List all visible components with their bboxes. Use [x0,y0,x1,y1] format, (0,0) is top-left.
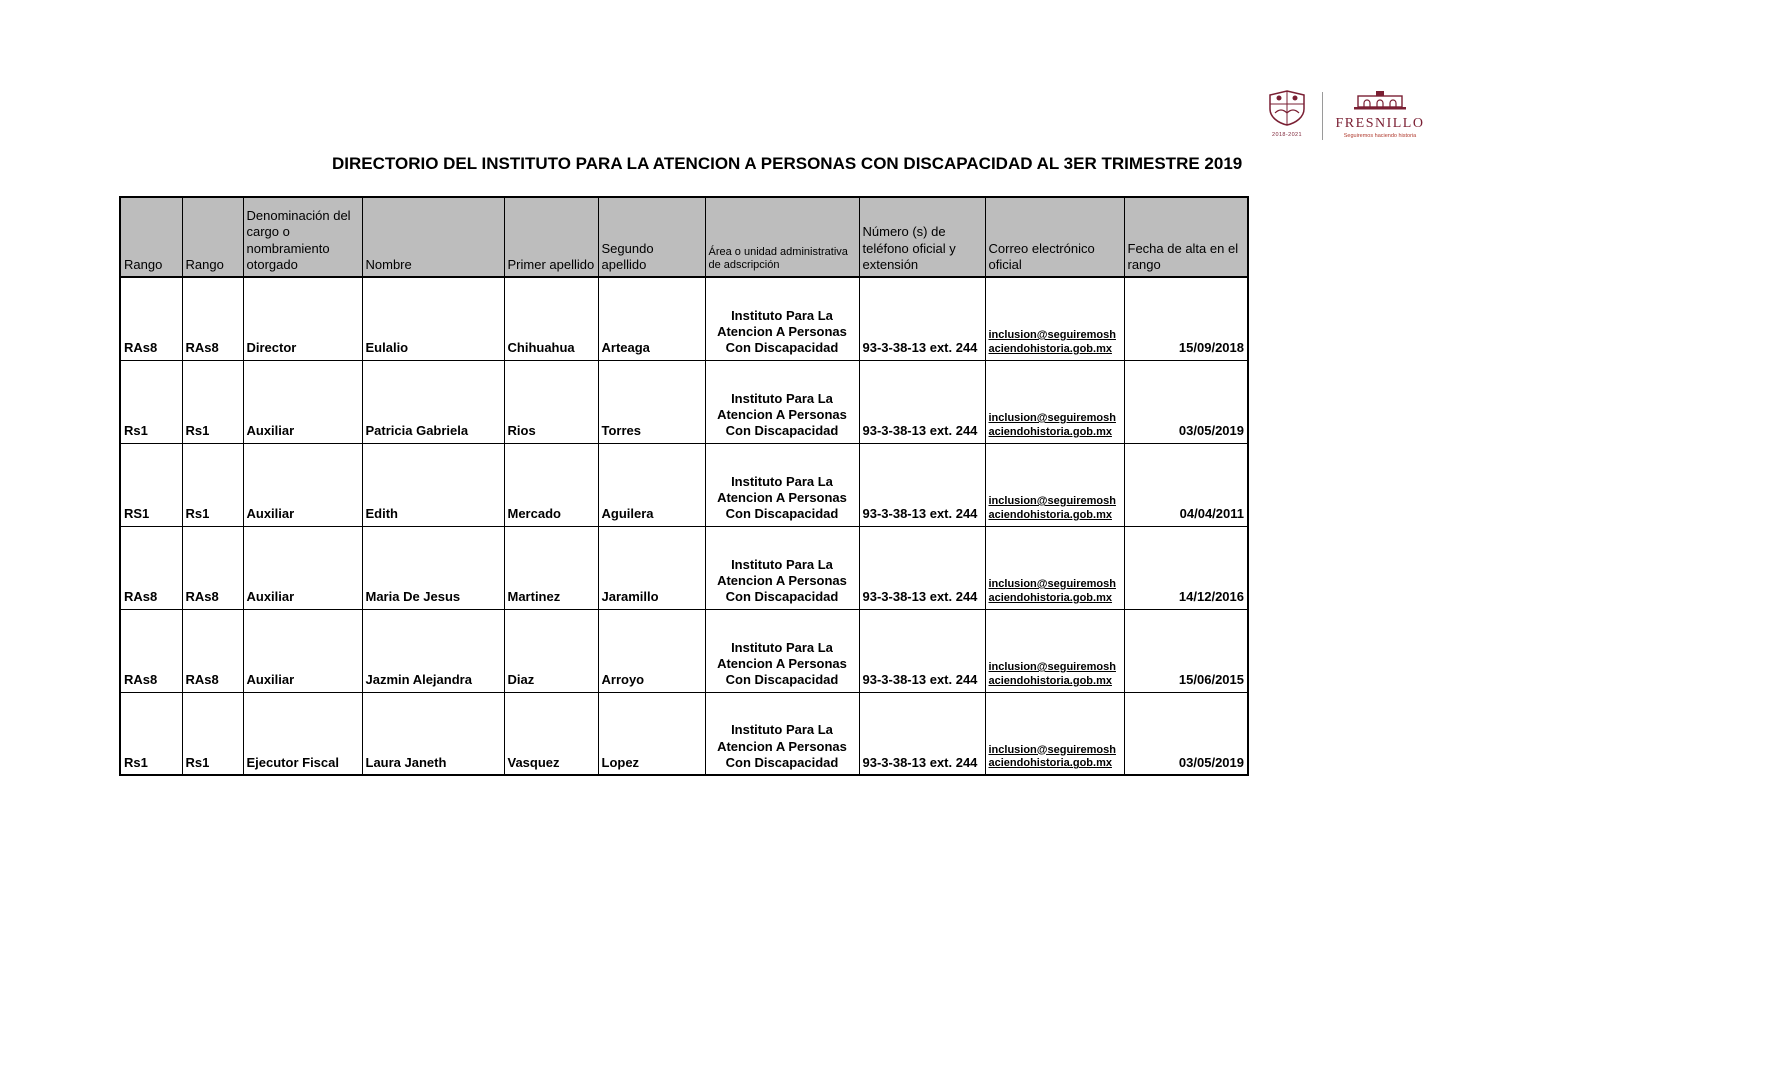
cell-primer-apellido: Mercado [504,443,598,526]
cell-area: Instituto Para La Atencion A Personas Con Discapacidad [705,526,859,609]
cell-rango-2: Rs1 [182,443,243,526]
cell-segundo-apellido: Arroyo [598,609,705,692]
cell-primer-apellido: Rios [504,360,598,443]
table-row [120,443,1248,526]
cell-area: Instituto Para La Atencion A Personas Con Discapacidad [705,277,859,360]
cell-nombre: Jazmin Alejandra [362,609,504,692]
cell-rango-1: Rs1 [120,360,182,443]
header-rango-1: Rango [120,197,182,277]
table-row [120,609,1248,692]
cell-cargo: Auxiliar [243,443,362,526]
cell-telefono: 93-3-38-13 ext. 244 [859,443,985,526]
logo-divider [1322,92,1323,140]
table-row [120,277,1248,360]
cell-fecha: 15/09/2018 [1124,277,1248,360]
cell-telefono: 93-3-38-13 ext. 244 [859,360,985,443]
cell-nombre: Eulalio [362,277,504,360]
header-rango-2: Rango [182,197,243,277]
logo-group [1264,90,1425,140]
cell-rango-1: RAs8 [120,277,182,360]
cell-telefono: 93-3-38-13 ext. 244 [859,609,985,692]
cell-telefono: 93-3-38-13 ext. 244 [859,692,985,775]
directory-table-container [119,196,1249,776]
cell-rango-1: RAs8 [120,609,182,692]
cell-primer-apellido: Martinez [504,526,598,609]
email-link[interactable]: inclusion@seguiremoshaciendohistoria.gob.mx [985,526,1124,609]
building-icon [1352,90,1408,110]
cell-nombre: Patricia Gabriela [362,360,504,443]
fresnillo-logo [1335,90,1425,139]
header-telefono: Número (s) de teléfono oficial y extensión [859,197,985,277]
directory-table [119,196,1249,776]
cell-fecha: 03/05/2019 [1124,360,1248,443]
cell-cargo: Auxiliar [243,609,362,692]
fresnillo-wordmark: FRESNILLO [1335,116,1425,131]
cell-cargo: Auxiliar [243,526,362,609]
municipal-crest-logo [1264,90,1310,138]
table-row [120,526,1248,609]
header-row [120,197,1248,277]
header-segundo-apellido: Segundo apellido [598,197,705,277]
cell-cargo: Ejecutor Fiscal [243,692,362,775]
cell-segundo-apellido: Lopez [598,692,705,775]
crest-shield-icon [1267,90,1307,126]
cell-telefono: 93-3-38-13 ext. 244 [859,526,985,609]
header-cargo: Denominación del cargo o nombramiento otorgado [243,197,362,277]
cell-primer-apellido: Diaz [504,609,598,692]
cell-segundo-apellido: Aguilera [598,443,705,526]
cell-nombre: Edith [362,443,504,526]
cell-rango-2: Rs1 [182,360,243,443]
table-row [120,692,1248,775]
cell-area: Instituto Para La Atencion A Personas Con Discapacidad [705,692,859,775]
cell-cargo: Director [243,277,362,360]
header-nombre: Nombre [362,197,504,277]
cell-segundo-apellido: Jaramillo [598,526,705,609]
header-area: Área o unidad administrativa de adscripción [705,197,859,277]
cell-rango-1: Rs1 [120,692,182,775]
header-primer-apellido: Primer apellido [504,197,598,277]
cell-rango-1: RS1 [120,443,182,526]
cell-fecha: 14/12/2016 [1124,526,1248,609]
cell-rango-2: RAs8 [182,526,243,609]
cell-telefono: 93-3-38-13 ext. 244 [859,277,985,360]
cell-nombre: Laura Janeth [362,692,504,775]
cell-segundo-apellido: Torres [598,360,705,443]
cell-primer-apellido: Chihuahua [504,277,598,360]
cell-rango-2: RAs8 [182,609,243,692]
table-row [120,360,1248,443]
crest-caption: 2018-2021 [1272,132,1302,138]
email-link[interactable]: inclusion@seguiremoshaciendohistoria.gob.mx [985,277,1124,360]
cell-primer-apellido: Vasquez [504,692,598,775]
cell-area: Instituto Para La Atencion A Personas Con Discapacidad [705,360,859,443]
email-link[interactable]: inclusion@seguiremoshaciendohistoria.gob.mx [985,443,1124,526]
cell-fecha: 04/04/2011 [1124,443,1248,526]
cell-area: Instituto Para La Atencion A Personas Con Discapacidad [705,443,859,526]
cell-fecha: 15/06/2015 [1124,609,1248,692]
cell-fecha: 03/05/2019 [1124,692,1248,775]
header-fecha: Fecha de alta en el rango [1124,197,1248,277]
cell-cargo: Auxiliar [243,360,362,443]
email-link[interactable]: inclusion@seguiremoshaciendohistoria.gob.mx [985,609,1124,692]
cell-rango-2: RAs8 [182,277,243,360]
cell-rango-2: Rs1 [182,692,243,775]
cell-area: Instituto Para La Atencion A Personas Con Discapacidad [705,609,859,692]
page-title: DIRECTORIO DEL INSTITUTO PARA LA ATENCION A PERSONAS CON DISCAPACIDAD AL 3ER TRIMESTRE 2019 [332,154,1243,173]
cell-segundo-apellido: Arteaga [598,277,705,360]
fresnillo-tagline: Seguiremos haciendo historia [1343,133,1417,139]
cell-rango-1: RAs8 [120,526,182,609]
header-correo: Correo electrónico oficial [985,197,1124,277]
email-link[interactable]: inclusion@seguiremoshaciendohistoria.gob.mx [985,692,1124,775]
cell-nombre: Maria De Jesus [362,526,504,609]
email-link[interactable]: inclusion@seguiremoshaciendohistoria.gob.mx [985,360,1124,443]
